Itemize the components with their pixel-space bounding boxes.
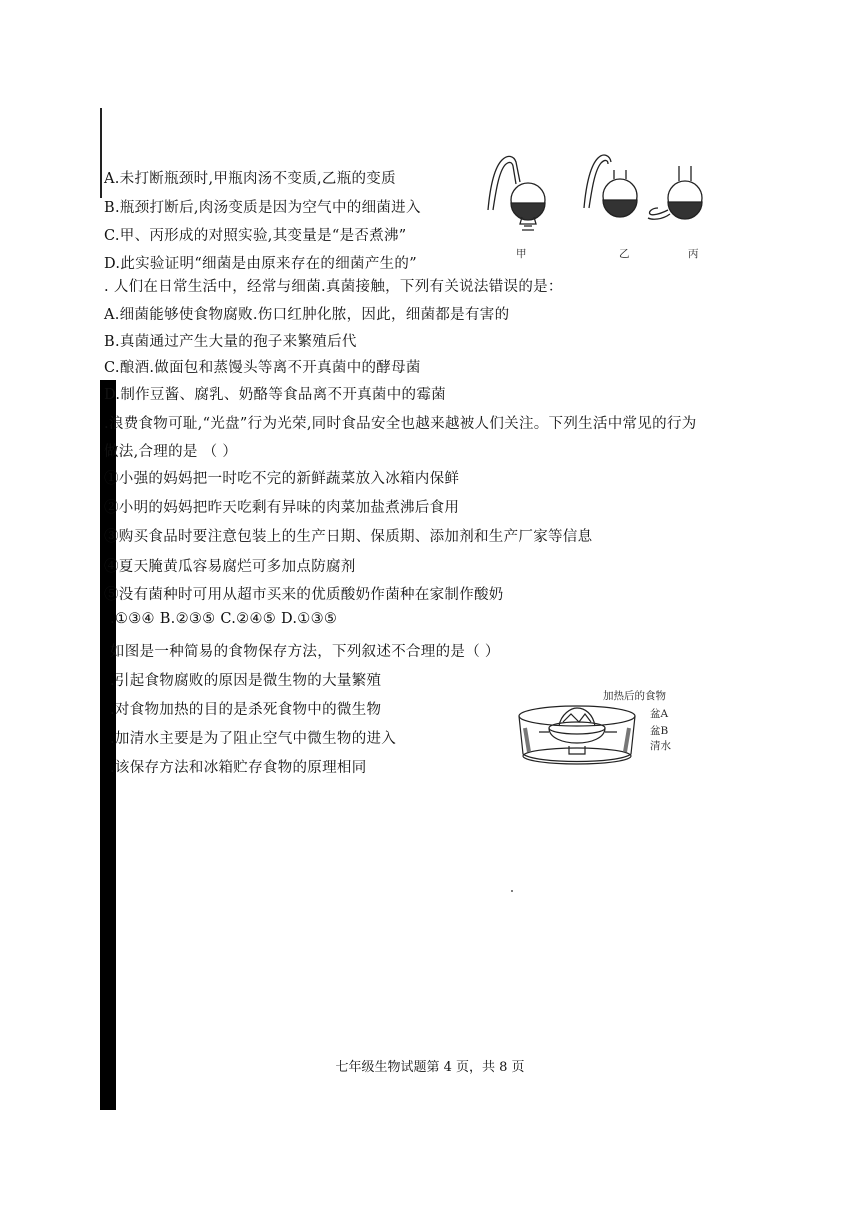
option-line: .对食物加热的目的是杀死食物中的微生物 (110, 702, 382, 718)
swan-neck-flask-figure (480, 148, 720, 248)
statement-line: ③购买食品时要注意包装上的生产日期、保质期、添加剂和生产厂家等信息 (104, 529, 593, 545)
statement-line: ④夏天腌黄瓜容易腐烂可多加点防腐剂 (104, 559, 356, 575)
question-stem: .浪费食物可耻,“光盘”行为光荣,同时食品安全也越来越被人们关注。下列生活中常见的行为 (104, 416, 697, 432)
option-line: D.此实验证明“细菌是由原来存在的细菌产生的” (104, 256, 417, 272)
flask-label: 丙 (688, 248, 699, 260)
flask-label: 乙 (619, 248, 630, 260)
option-line: .加清水主要是为了阻止空气中微生物的进入 (110, 731, 397, 747)
binding-edge-line (100, 108, 102, 198)
option-line: C.酿酒.做面包和蒸馒头等离不开真菌中的酵母菌 (104, 360, 421, 376)
statement-line: ⑤没有菌种时可用从超市买来的优质酸奶作菌种在家制作酸奶 (104, 587, 504, 603)
question-stem: 如图是一种简易的食物保存方法，下列叙述不合理的是（ ） (110, 644, 500, 660)
scan-speck (511, 890, 513, 892)
option-line: B.瓶颈打断后,肉汤变质是因为空气中的细菌进入 (104, 200, 421, 216)
statement-line: ②小明的妈妈把昨天吃剩有异味的肉菜加盐煮沸后食用 (104, 500, 460, 516)
option-line: .引起食物腐败的原因是微生物的大量繁殖 (110, 673, 382, 689)
option-line: .该保存方法和冰箱贮存食物的原理相同 (110, 760, 367, 776)
bowl-label: 盆A (650, 708, 669, 720)
flask-yi (584, 155, 637, 217)
flask-label: 甲 (516, 248, 527, 260)
page-footer: 七年级生物试题第 4 页，共 8 页 (335, 1060, 525, 1075)
option-line: A.细菌能够使食物腐败.伤口红肿化脓，因此，细菌都是有害的 (104, 307, 510, 323)
flask-jia (488, 156, 545, 230)
option-line: A.未打断瓶颈时,甲瓶肉汤不变质,乙瓶的变质 (104, 171, 396, 187)
statement-line: ①小强的妈妈把一时吃不完的新鲜蔬菜放入冰箱内保鲜 (104, 471, 460, 487)
question-stem: . 人们在日常生活中，经常与细菌.真菌接触，下列有关说法错误的是： (104, 279, 563, 295)
option-line: D.制作豆酱、腐乳、奶酪等食品离不开真菌中的霉菌 (104, 387, 446, 403)
option-line: C.甲、丙形成的对照实验,其变量是“是否煮沸” (104, 228, 407, 244)
answer-choices: .①③④ B.②③⑤ C.②④⑤ D.①③⑤ (110, 611, 338, 627)
bowl-label: 盆B (650, 725, 669, 737)
question-stem: 做法,合理的是 （ ） (104, 444, 238, 460)
flask-bing (648, 166, 702, 219)
bowl-label: 加热后的食物 (603, 690, 666, 702)
option-line: B.真菌通过产生大量的孢子来繁殖后代 (104, 334, 357, 350)
bowl-label: 清水 (650, 740, 671, 752)
